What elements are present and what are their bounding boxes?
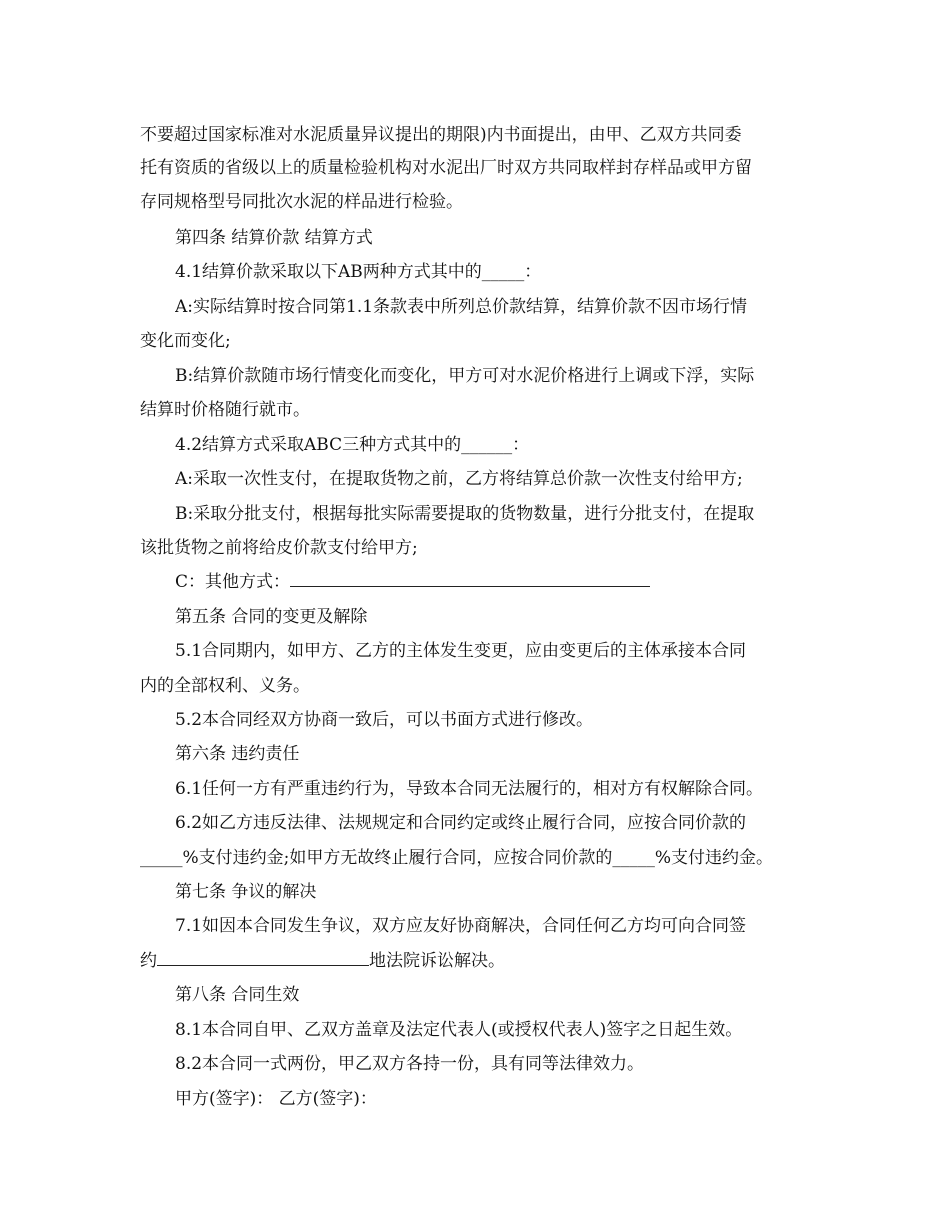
paragraph-line: 存同规格型号同批次水泥的样品进行检验。 [140, 192, 463, 212]
section-heading: 第四条 结算价款 结算方式 [175, 228, 373, 248]
fill-in-blank[interactable] [157, 949, 369, 966]
section-heading: 第六条 违约责任 [175, 744, 300, 764]
paragraph-line: 7.1如因本合同发生争议，双方应友好协商解决，合同任何乙方均可向合同签 [175, 916, 747, 936]
paragraph-line: 内的全部权利、义务。 [140, 676, 310, 696]
paragraph-line: A:采取一次性支付，在提取货物之前，乙方将结算总价款一次性支付给甲方; [175, 469, 743, 489]
paragraph-line-with-blank [175, 570, 820, 596]
section-heading: 第七条 争议的解决 [175, 882, 317, 902]
section-heading: 第五条 合同的变更及解除 [175, 607, 368, 627]
paragraph-line: B:采取分批支付，根据每批实际需要提取的货物数量，进行分批支付，在提取 [175, 504, 755, 524]
paragraph-line: B:结算价款随市场行情变化而变化，甲方可对水泥价格进行上调或下浮，实际 [175, 366, 755, 386]
paragraph-line: 4.1结算价款采取以下AB两种方式其中的_____： [175, 262, 542, 282]
paragraph-line: 6.1任何一方有严重违约行为，导致本合同无法履行的，相对方有权解除合同。 [175, 779, 764, 799]
paragraph-line: 结算时价格随行就市。 [140, 400, 310, 420]
paragraph-line: 变化而变化; [140, 331, 231, 351]
paragraph-line: 该批货物之前将给皮价款支付给甲方; [140, 538, 418, 558]
paragraph-line: 不要超过国家标准对水泥质量异议提出的期限)内书面提出，由甲、乙双方共同委 [140, 125, 742, 145]
paragraph-line: 托有资质的省级以上的质量检验机构对水泥出厂时双方共同取样封存样品或甲方留 [140, 158, 752, 178]
paragraph-line: 5.2本合同经双方协商一致后，可以书面方式进行修改。 [175, 710, 594, 730]
paragraph-line: 8.1本合同自甲、乙双方盖章及法定代表人(或授权代表人)签字之日起生效。 [175, 1020, 743, 1040]
section-heading: 第八条 合同生效 [175, 985, 300, 1005]
paragraph-line: 4.2结算方式采取ABC三种方式其中的______： [175, 435, 530, 455]
fill-in-blank[interactable] [290, 570, 650, 587]
sign-place-suffix: 地法院诉讼解决。 [369, 951, 505, 971]
paragraph-line: 5.1合同期内，如甲方、乙方的主体发生变更，应由变更后的主体承接本合同 [175, 641, 747, 661]
paragraph-line: 6.2如乙方违反法律、法规规定和合同约定或终止履行合同，应按合同价款的 [175, 813, 747, 833]
paragraph-line: A:实际结算时按合同第1.1条款表中所列总价款结算，结算价款不因市场行情 [175, 297, 748, 317]
signature-line: 甲方(签字)： 乙方(签字)： [175, 1089, 377, 1109]
sign-place-prefix: 约 [140, 951, 157, 971]
paragraph-line: _____%支付违约金;如甲方无故终止履行合同，应按合同价款的_____%支付违约金。 [140, 848, 774, 868]
paragraph-line-with-blank [140, 949, 820, 975]
paragraph-line: 8.2本合同一式两份，甲乙双方各持一份，具有同等法律效力。 [175, 1054, 645, 1074]
other-method-label: C：其他方式： [175, 572, 291, 592]
